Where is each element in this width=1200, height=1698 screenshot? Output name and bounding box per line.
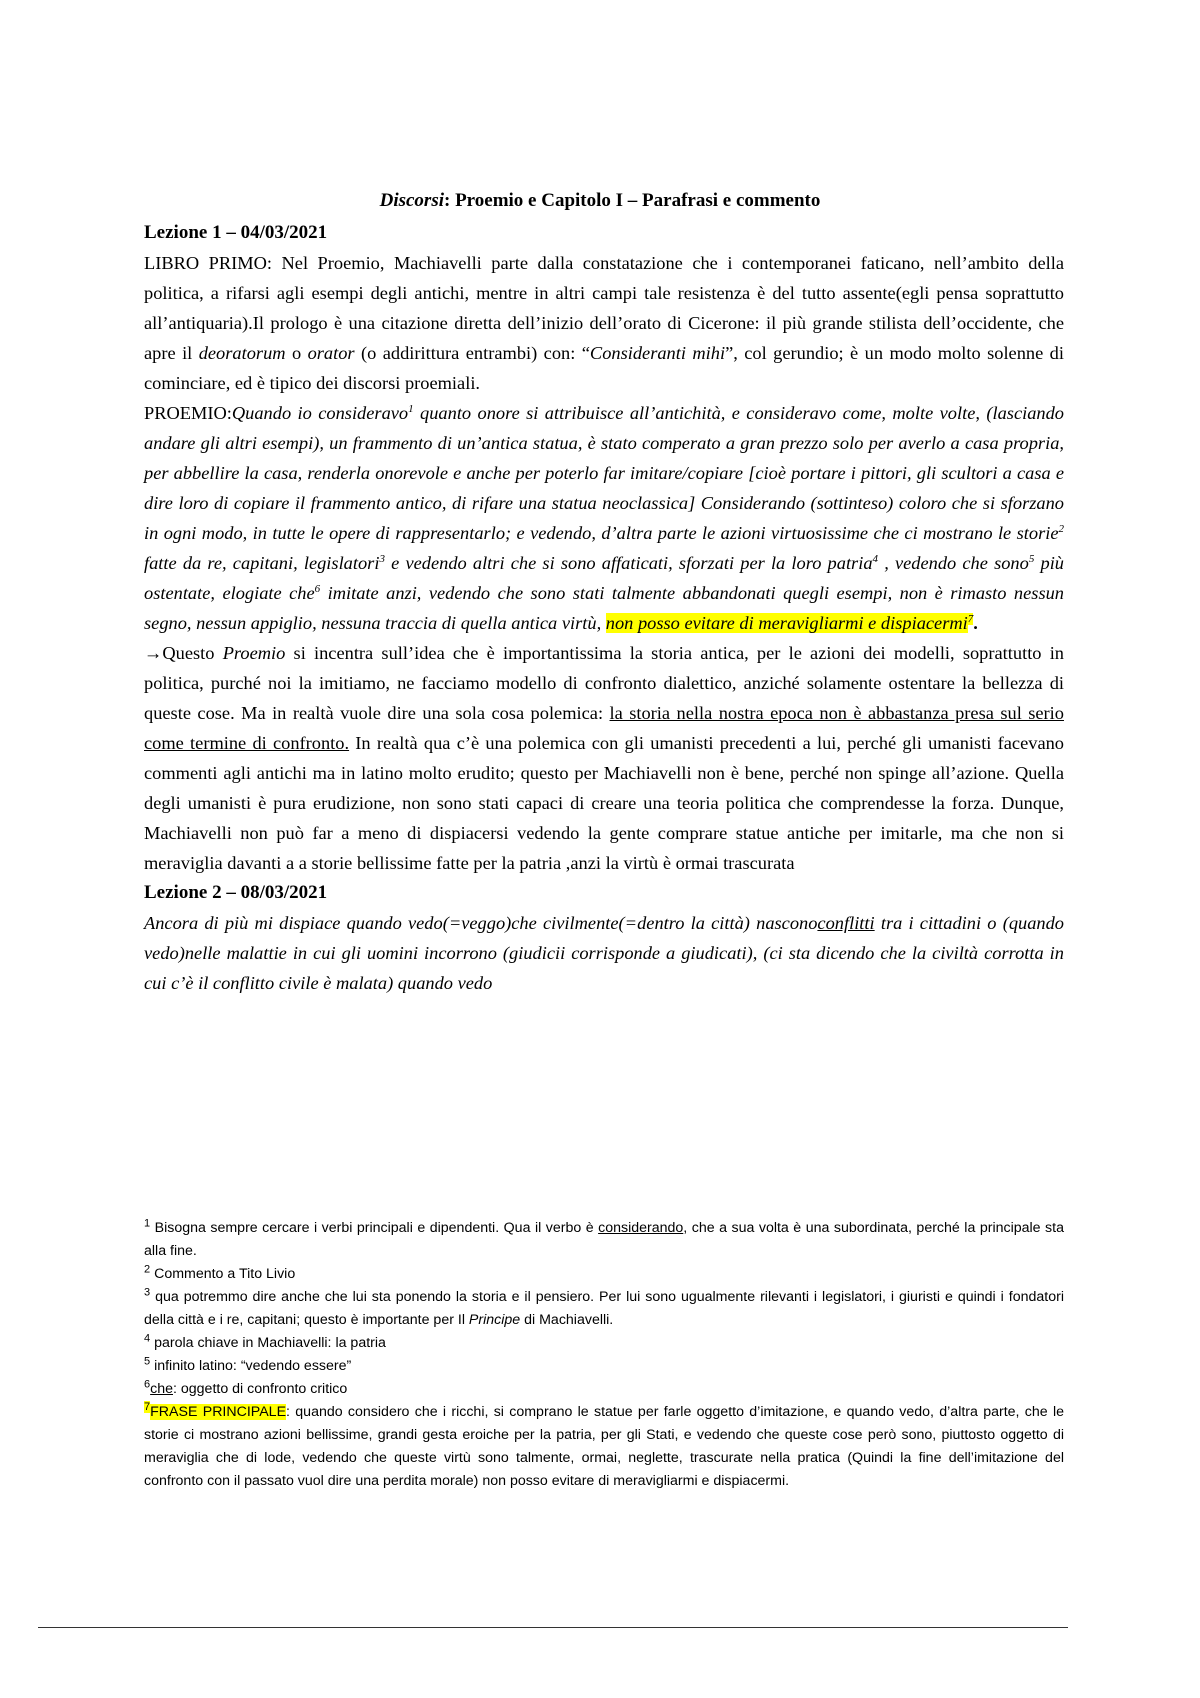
footnote-ref-6[interactable]: 6 bbox=[314, 582, 321, 595]
footnote-7 bbox=[144, 1401, 1064, 1493]
text-run-italic: tra i cittadini o (quando vedo)nelle malattie in cui gli uomini incorrono (giudicii corrisponde a giudicati), (ci sta dicendo che la civiltà corrotta in cui c’è il conflitto civile è malata) quando vedo bbox=[144, 913, 1064, 993]
text-run-italic: fatte da re, capitani, legislatori bbox=[144, 553, 380, 573]
text-run-italic: orator bbox=[307, 343, 355, 363]
footnote-ref-5[interactable]: 5 bbox=[1028, 552, 1035, 565]
footnote-italic: Principe bbox=[468, 1312, 521, 1328]
underlined-word: conflitti bbox=[817, 913, 875, 933]
footnote-number: 6 bbox=[144, 1378, 151, 1391]
proemio-paragraph bbox=[144, 398, 1064, 638]
footnote-number: 1 bbox=[144, 1217, 151, 1230]
footnote-5 bbox=[144, 1355, 1064, 1378]
title-italic: Discorsi bbox=[379, 190, 444, 211]
title-rest: : Proemio e Capitolo I – Parafrasi e commento bbox=[444, 190, 821, 211]
footnote-number: 2 bbox=[144, 1263, 151, 1276]
text-run-italic: Proemio bbox=[222, 643, 286, 663]
footnote-text: , che a sua volta è una subordinata, perché la principale sta alla fine. bbox=[144, 1220, 1064, 1259]
footnote-number: 4 bbox=[144, 1332, 151, 1345]
footnote-text: Commento a Tito Livio bbox=[150, 1266, 296, 1282]
libro-primo-paragraph bbox=[144, 248, 1064, 398]
text-run: si incentra sull’idea che è importantissima la storia antica, per le azioni dei modelli, soprattutto in politica, purché noi la imitiamo, ne facciamo modello di confronto dialettico, anziché solamente ostentare la bellezza di queste cose. Ma in realtà vuole dire una sola cosa polemica: bbox=[144, 643, 1064, 723]
lesson-2-heading: Lezione 2 – 08/03/2021 bbox=[144, 882, 328, 903]
footnote-number: 7 bbox=[144, 1401, 151, 1414]
footnote-text: Bisogna sempre cercare i verbi principali e dipendenti. Qua il verbo è bbox=[150, 1220, 599, 1236]
footnote-text: infinito latino: “vedendo essere” bbox=[150, 1358, 352, 1374]
footnote-text: di Machiavelli. bbox=[520, 1312, 614, 1328]
lesson-1-heading: Lezione 1 – 04/03/2021 bbox=[144, 222, 328, 243]
footnote-underlined: che bbox=[150, 1381, 173, 1397]
footnote-2 bbox=[144, 1263, 1064, 1286]
main-text bbox=[144, 218, 1064, 998]
footnote-3 bbox=[144, 1286, 1064, 1332]
text-run: In realtà qua c’è una polemica con gli umanisti precedenti a lui, perché gli umanisti facevano commenti agli antichi ma in latino molto erudito; questo per Machiavelli non è bene, perché non spinge all’azione. Quella degli umanisti è pura erudizione, non sono stati capaci di creare una teoria politica che comprendesse la forza. Dunque, Machiavelli non può far a meno di dispiacersi vedendo la gente comprare statue antiche per imitarle, ma che non si meraviglia davanti a a storie bellissime fatte per la patria ,anzi la virtù è ormai trascurata bbox=[144, 733, 1065, 873]
footnote-text: parola chiave in Machiavelli: la patria bbox=[150, 1335, 386, 1351]
highlighted-main-clause: non posso evitare di meravigliarmi e dispiacermi bbox=[605, 613, 968, 633]
footnote-text: : quando considero che i ricchi, si comprano le statue per farle oggetto d’imitazione, e quando vedo, d’altra parte, che le storie ci mostrano azioni bellissime, grandi gesta eroiche per la patria, per gli Stati, e vedendo che queste cose però sono, piuttosto oggetto di meraviglia che di lode, vedendo che queste virtù sono talmente, ormai, neglette, trascurate nella pratica (Quindi la fine dell’imitazione del confronto con il passato vuol dire una perdita morale) non posso evitare di meravigliarmi e dispiacermi. bbox=[144, 1404, 1064, 1489]
footnotes bbox=[144, 1217, 1064, 1493]
text-run-italic: , vedendo che sono bbox=[878, 553, 1029, 573]
footnote-ref-1[interactable]: 1 bbox=[408, 402, 414, 415]
footnote-underlined: considerando bbox=[598, 1220, 684, 1236]
footnote-highlight: FRASE PRINCIPALE bbox=[150, 1404, 287, 1420]
page-bottom-rule bbox=[38, 1627, 1068, 1628]
text-run: o bbox=[285, 343, 308, 363]
document-title bbox=[0, 188, 1200, 214]
footnote-number: 3 bbox=[144, 1286, 151, 1299]
text-run-italic: Ancora di più mi dispiace quando vedo(=veggo)che civilmente(=dentro la città) nascono bbox=[144, 913, 818, 933]
commento-paragraph bbox=[144, 638, 1064, 878]
footnote-number: 5 bbox=[144, 1355, 151, 1368]
footnote-4 bbox=[144, 1332, 1064, 1355]
text-run: LIBRO PRIMO: Nel Proemio, Machiavelli parte dalla constatazione che i contemporanei faticano, nell’ambito della politica, a rifarsi agli esempi degli antichi, mentre in altri campi tale resistenza è del tutto assente(egli pensa soprattutto all’antiquaria).Il prologo è una citazione diretta dell’inizio dell’orato di Cicerone: il più grande stilista dell’occidente, che apre il bbox=[144, 253, 1064, 363]
text-run-italic: più ostentate, elogiate che bbox=[144, 553, 1064, 603]
footnote-ref-3[interactable]: 3 bbox=[379, 552, 385, 565]
text-run-italic: imitate anzi, vedendo che sono stati talmente abbandonati quegli esempi, non è rimasto nessun segno, nessun appiglio, nessuna traccia di quella antica virtù, bbox=[144, 583, 1064, 633]
footnote-6 bbox=[144, 1378, 1064, 1401]
footnote-ref-2[interactable]: 2 bbox=[1058, 522, 1064, 535]
underlined-thesis: la storia nella nostra epoca non è abbastanza presa sul serio come termine di confronto. bbox=[144, 703, 1064, 753]
text-run-italic: Quando io consideravo bbox=[231, 403, 409, 423]
footnote-text: qua potremmo dire anche che lui sta ponendo la storia e il pensiero. Per lui sono ugualmente rilevanti i legislatori, i giuristi e quindi i fondatori della città e i re, capitani; questo è importante per Il bbox=[144, 1289, 1064, 1328]
text-run: (o addirittura entrambi) con: “ bbox=[354, 343, 590, 363]
lesson-2-paragraph bbox=[144, 908, 1064, 998]
text-run: Questo bbox=[162, 643, 223, 663]
footnote-text: : oggetto di confronto critico bbox=[173, 1381, 348, 1397]
text-run-italic: Consideranti mihi bbox=[589, 343, 726, 363]
text-run-italic: quanto onore si attribuisce all’antichità, e consideravo come, molte volte, (lasciando andare gli altri esempi), un frammento di un’antica statua, è stato comperato a gran prezzo solo per averlo a casa propria, per abbellire la casa, renderla onorevole e anche per poterlo far imitare/copiare [cioè portare i pittori, gli scultori a casa e dire loro di copiare il frammento antico, di rifare una statua neoclassica] Considerando (sottinteso) coloro che si sforzano in ogni modo, in tutte le opere di rappresentarlo; e vedendo, d’altra parte le azioni virtuosissime che ci mostrano le storie bbox=[144, 403, 1064, 543]
footnote-ref-7[interactable]: 7 bbox=[967, 612, 974, 625]
footnote-ref-4[interactable]: 4 bbox=[872, 552, 879, 565]
text-run: . bbox=[973, 613, 978, 633]
arrow-icon: → bbox=[144, 643, 163, 663]
text-run: ”, col gerundio; è un modo molto solenne di cominciare, ed è tipico dei discorsi proemiali. bbox=[144, 343, 1064, 393]
text-run-italic: e vedendo altri che si sono affaticati, sforzati per la loro patria bbox=[384, 553, 873, 573]
proemio-label: PROEMIO: bbox=[144, 403, 232, 423]
text-run-italic: deoratorum bbox=[198, 343, 286, 363]
footnote-1 bbox=[144, 1217, 1064, 1263]
